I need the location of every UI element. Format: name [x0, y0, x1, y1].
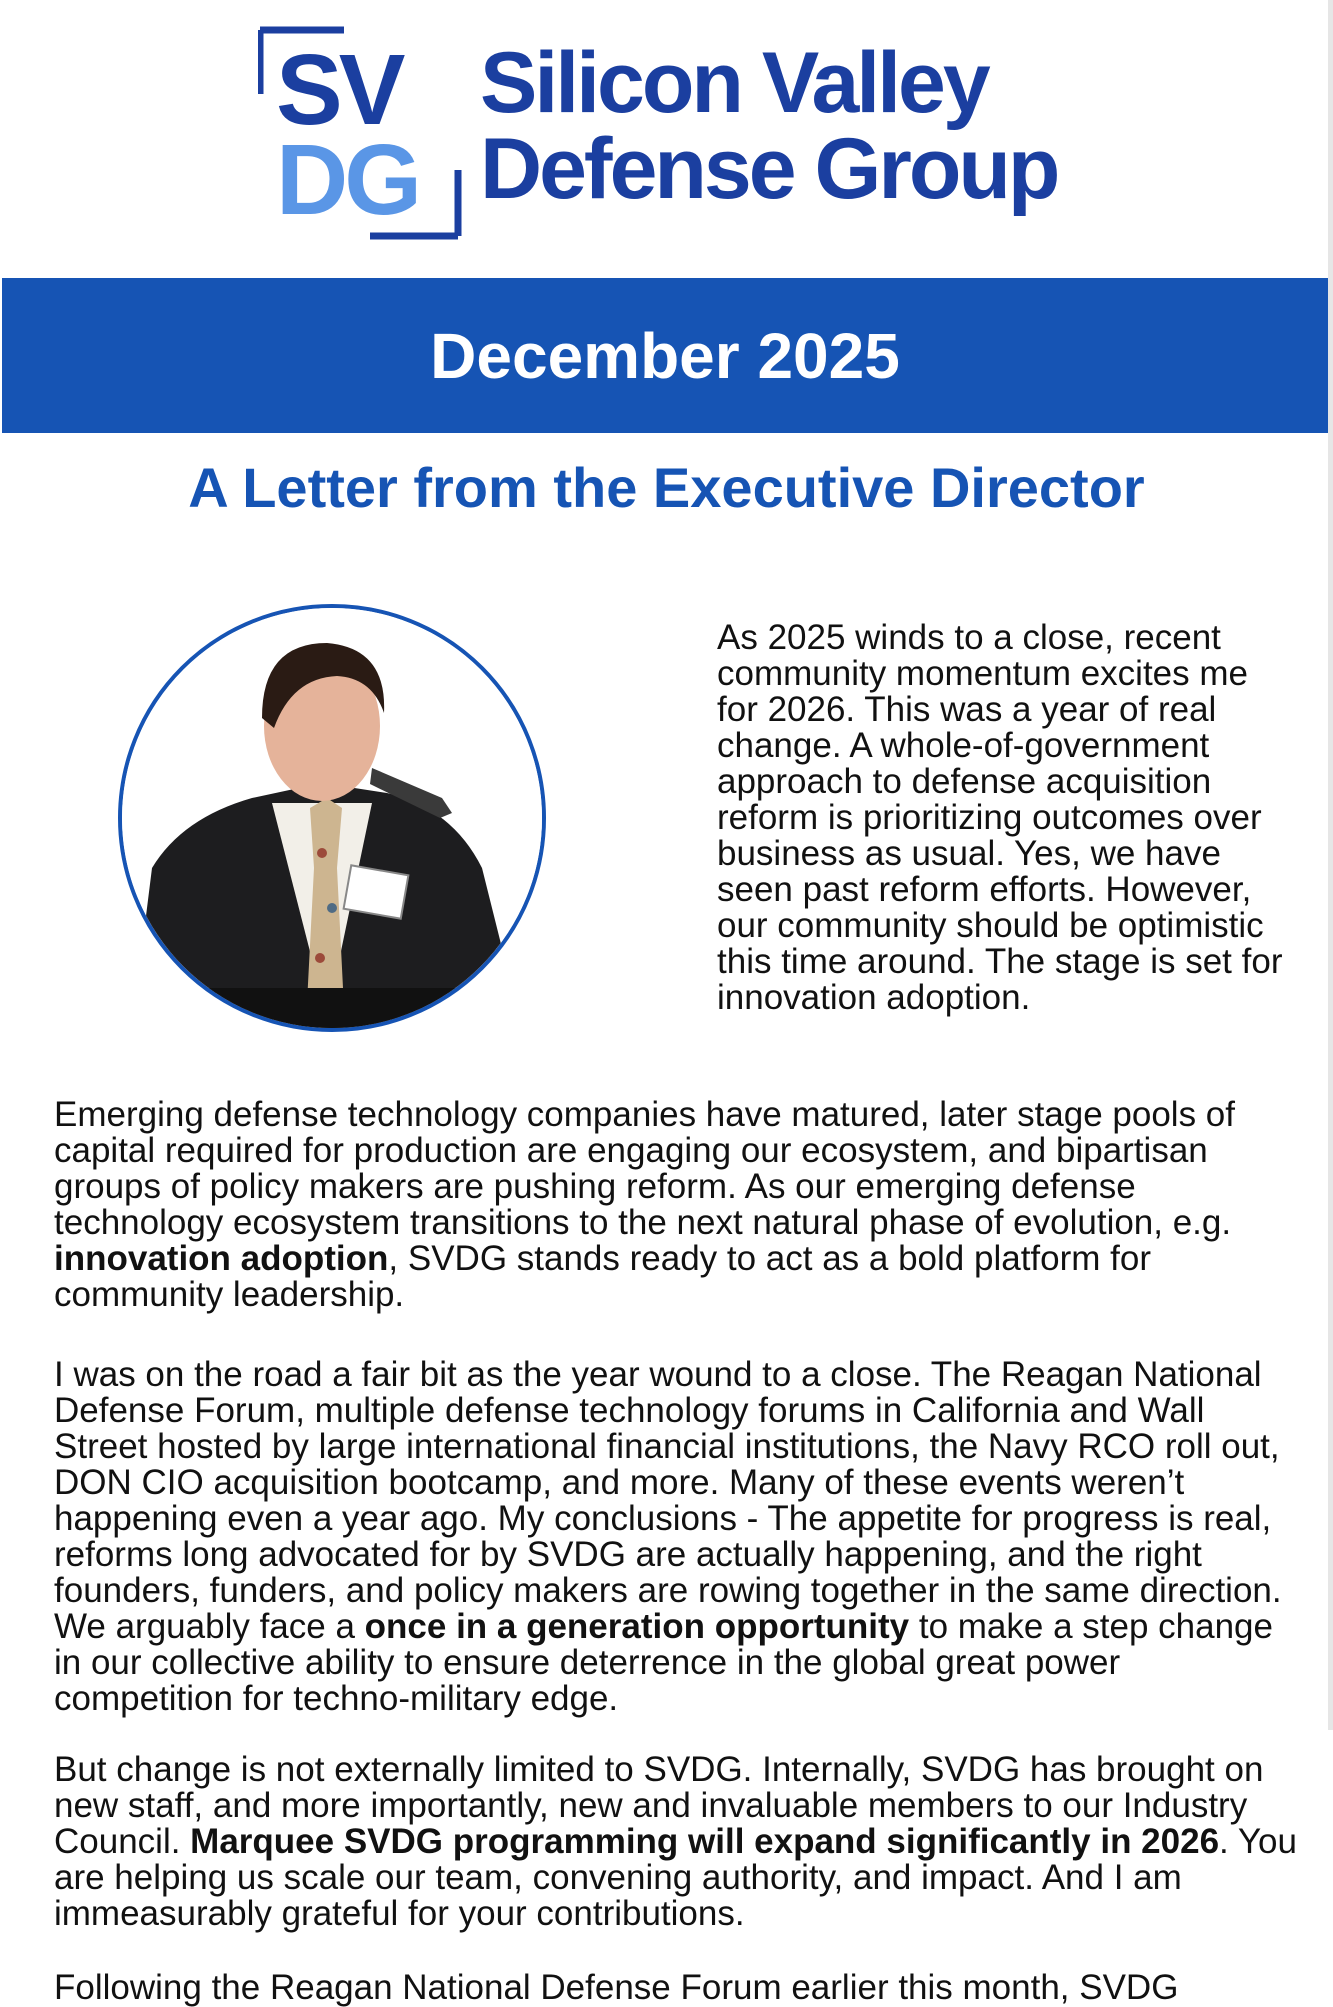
travel-emphasis: once in a generation opportunity: [364, 1607, 910, 1646]
logo-wordmark[interactable]: [480, 35, 1058, 217]
ecosystem-text-start: Emerging defense technology companies have matured, later stage pools of capital required for production are engaging our ecosystem, and bipartisan groups of policy makers are pushing reform. As our emerging defense technology ecosystem transitions to the next natural phase of evolution, e.g.: [54, 1095, 1235, 1242]
ecosystem-emphasis: innovation adoption: [54, 1239, 389, 1278]
following-paragraph-start: Following the Reagan National Defense Forum earlier this month, SVDG: [54, 1968, 1179, 2007]
portrait-name-badge: [344, 865, 409, 918]
internal-emphasis: Marquee SVDG programming will expand significantly in 2026: [190, 1822, 1220, 1861]
ecosystem-paragraph: [54, 1097, 1299, 1313]
travel-text-end: to make a step change in our collective ability to ensure deterrence in the global great power competition for techno-military edge.: [54, 1607, 1273, 1718]
logo-letters-bottom: DG: [276, 124, 418, 236]
issue-date-banner: December 2025: [2, 278, 1328, 433]
travel-paragraph: [54, 1357, 1299, 1717]
travel-text-start: I was on the road a fair bit as the year wound to a close. The Reagan National Defense Forum, multiple defense technology forums in California and Wall Street hosted by large international financial institutions, the Navy RCO roll out, DON CIO acquisition bootcamp, and more. Many of these events weren’t happening even a year ago. My conclusions - The appetite for progress is real, reforms long advocated for by SVDG are actually happening, and the right founders, funders, and policy makers are rowing together in the same direction. We arguably face a: [54, 1355, 1282, 1646]
wordmark-line-2: Defense Group: [480, 121, 1058, 217]
logo-letters-top: SV: [276, 34, 402, 146]
letter-title: A Letter from the Executive Director: [188, 456, 1145, 519]
wordmark-line-1: Silicon Valley: [480, 35, 988, 131]
portrait-podium: [202, 988, 502, 1028]
internal-paragraph: [54, 1752, 1299, 1932]
newsletter-header: [0, 0, 1333, 278]
svdg-logo-mark[interactable]: [258, 24, 464, 240]
internal-text-end: . You are helping us scale our team, convening authority, and impact. And I am immeasurably grateful for your contributions.: [54, 1822, 1297, 1933]
internal-text-start: But change is not externally limited to SVDG. Internally, SVDG has brought on new staff, and more importantly, new and invaluable members to our Industry Council.: [54, 1750, 1264, 1861]
intro-paragraph: As 2025 winds to a close, recent community momentum excites me for 2026. This was a year of real change. A whole-of-government approach to defense acquisition reform is prioritizing outcomes over business as usual. Yes, we have seen past reform efforts. However, our community should be optimistic this time around. The stage is set for innovation adoption.: [717, 618, 1283, 1017]
executive-director-portrait: [118, 604, 546, 1032]
portrait-tie: [307, 798, 344, 1018]
ecosystem-text-end: , SVDG stands ready to act as a bold platform for community leadership.: [54, 1239, 1151, 1314]
